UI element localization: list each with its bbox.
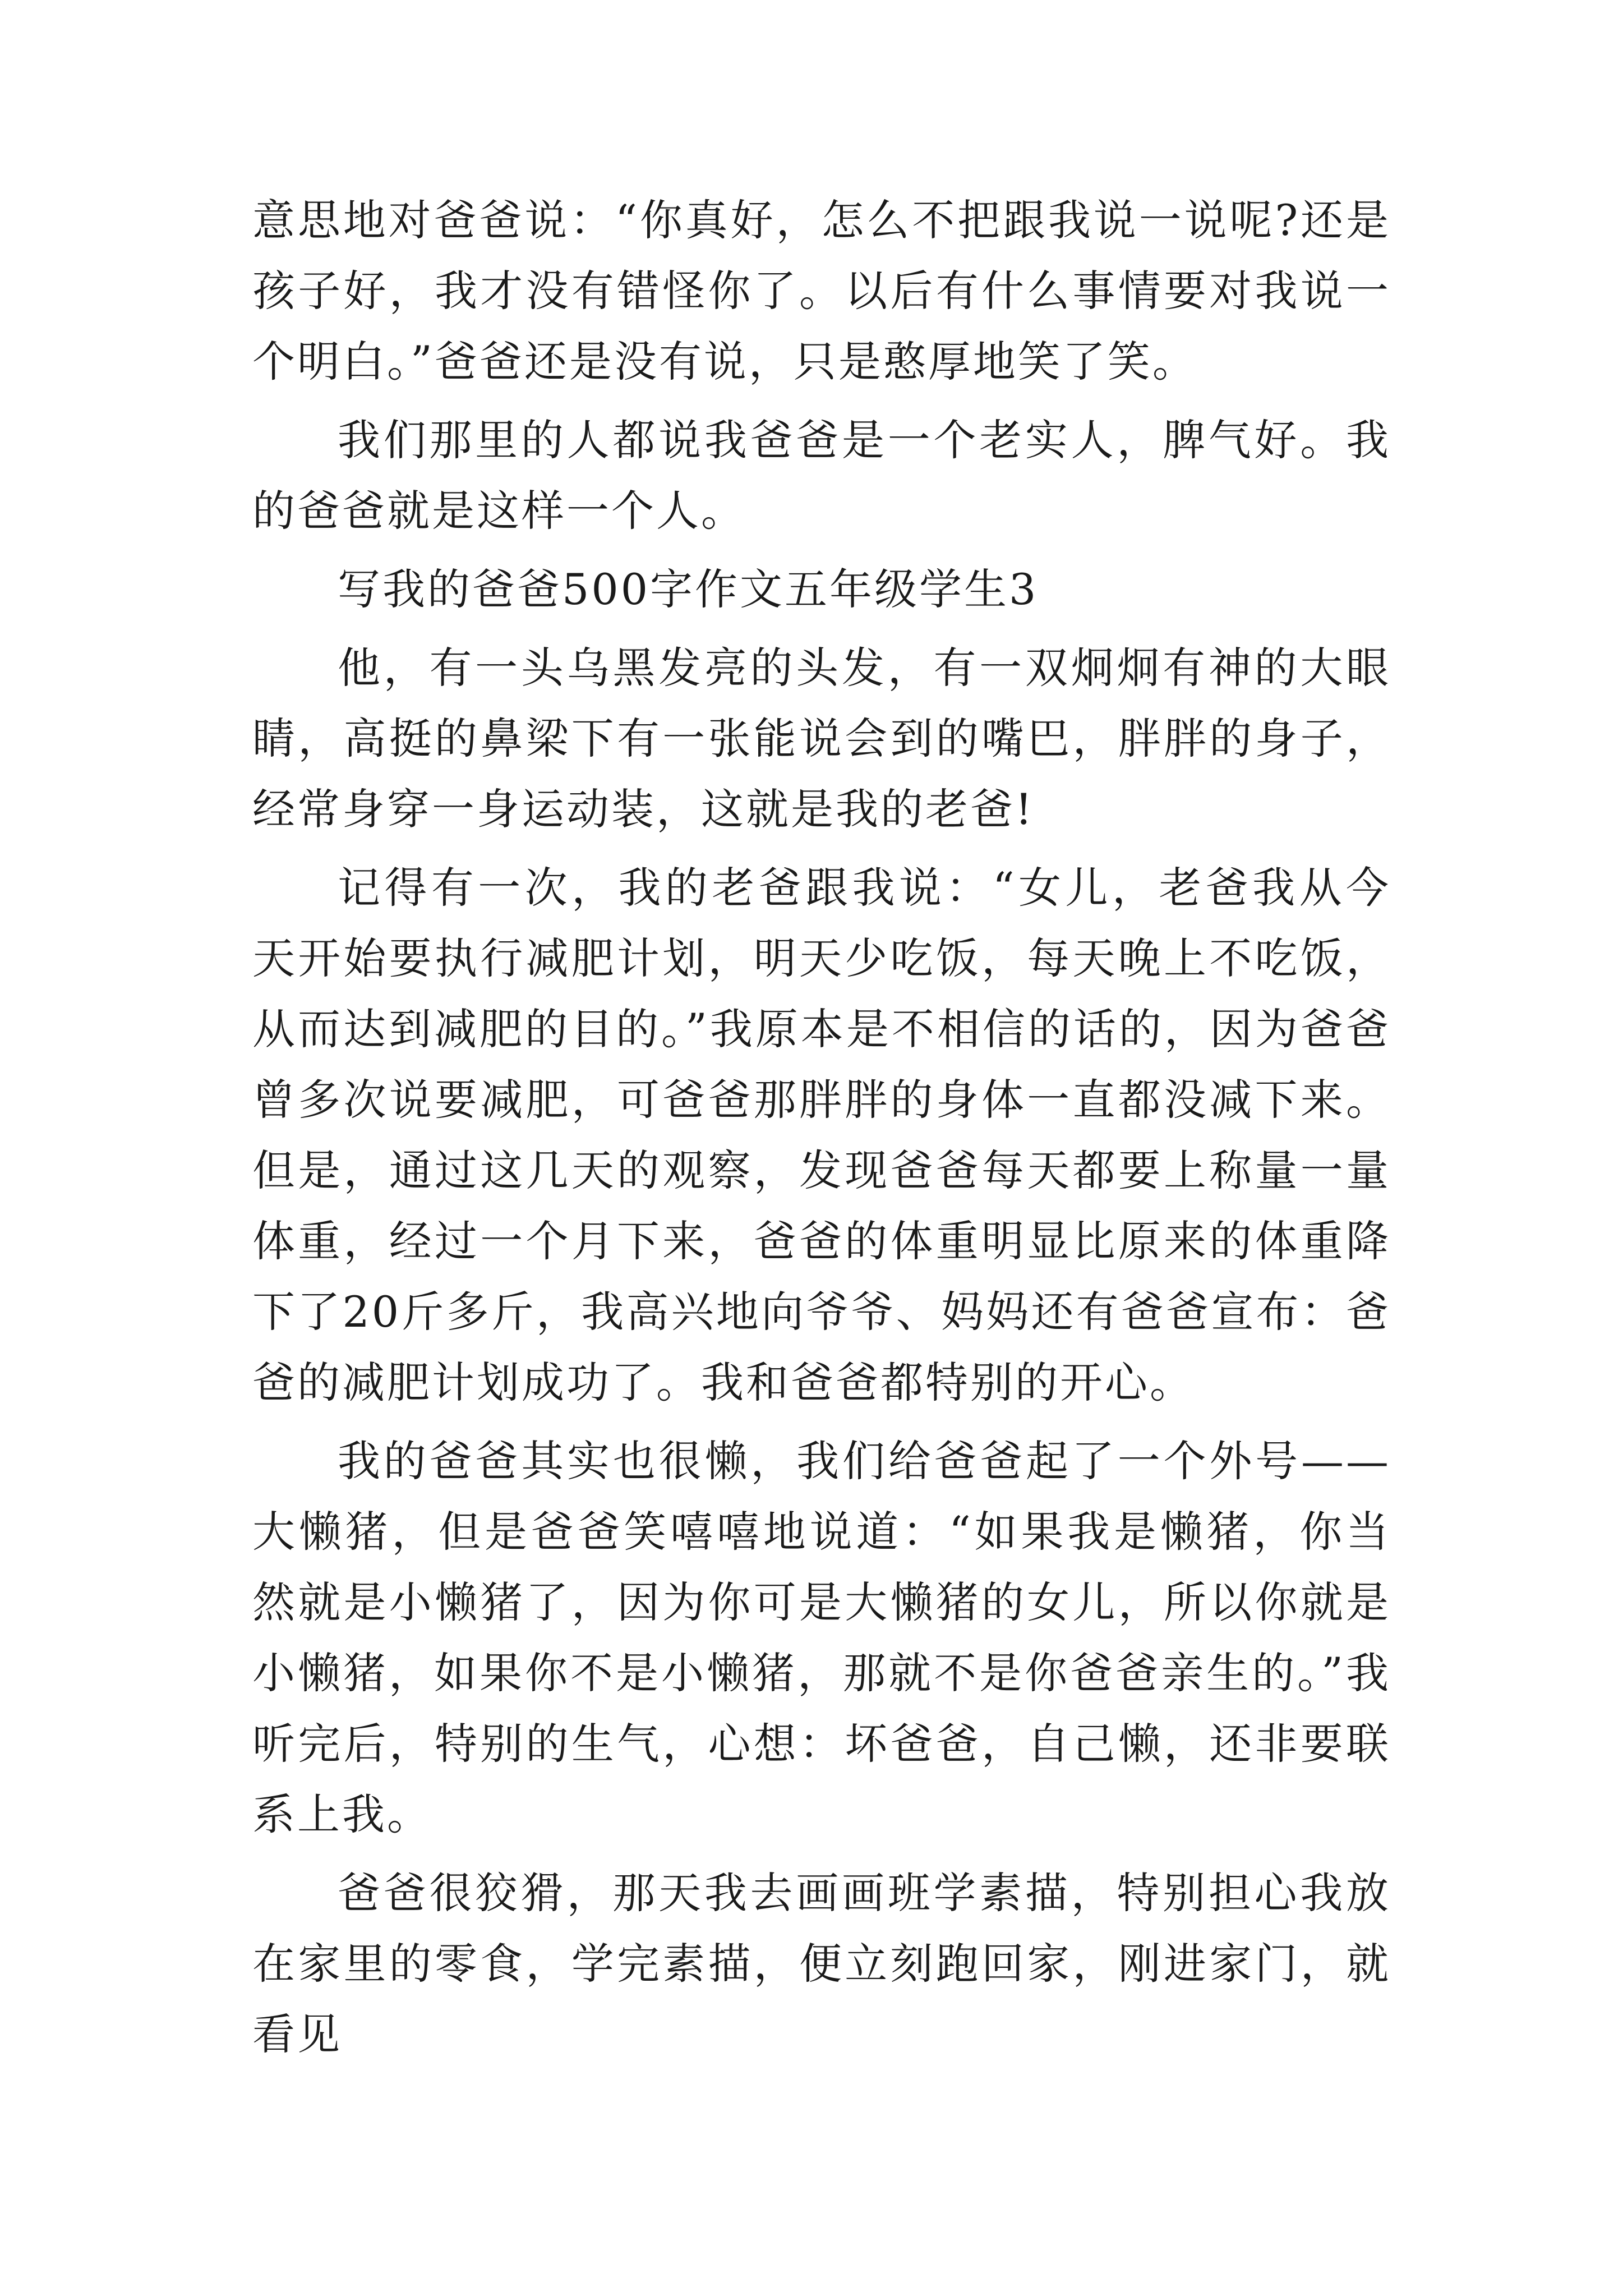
document-body (252, 185, 1391, 2070)
paragraph-4: 记得有一次，我的老爸跟我说：“女儿，老爸我从今天开始要执行减肥计划，明天少吃饭，每天晚上不吃饭，从而达到减肥的目的。”我原本是不相信的话的，因为爸爸曾多次说要减肥，可爸爸那胖胖的身体一直都没减下来。但是，通过这几天的观察，发现爸爸每天都要上称量一量体重，经过一个月下来，爸爸的体重明显比原来的体重降下了20斤多斤，我高兴地向爷爷、妈妈还有爸爸宣布：爸爸的减肥计划成功了。我和爸爸都特别的开心。 (252, 863, 1391, 1407)
essay-heading: 写我的爸爸500字作文五年级学生3 (338, 564, 1039, 614)
paragraph-2: 我们那里的人都说我爸爸是一个老实人，脾气好。我的爸爸就是这样一个人。 (252, 415, 1391, 536)
paragraph-1: 意思地对爸爸说：“你真好，怎么不把跟我说一说呢?还是孩子好，我才没有错怪你了。以后有什么事情要对我说一个明白。”爸爸还是没有说，只是憨厚地笑了笑。 (252, 195, 1391, 386)
paragraph-5: 我的爸爸其实也很懒，我们给爸爸起了一个外号——大懒猪，但是爸爸笑嘻嘻地说道：“如果我是懒猪，你当然就是小懒猪了，因为你可是大懒猪的女儿，所以你就是小懒猪，如果你不是小懒猪，那就不是你爸爸亲生的。”我听完后，特别的生气，心想：坏爸爸，自己懒，还非要联系上我。 (252, 1436, 1391, 1839)
paragraph-3: 他，有一头乌黑发亮的头发，有一双炯炯有神的大眼睛，高挺的鼻梁下有一张能说会到的嘴巴，胖胖的身子，经常身穿一身运动装，这就是我的老爸! (252, 643, 1391, 834)
paragraph-6: 爸爸很狡猾，那天我去画画班学素描，特别担心我放在家里的零食，学完素描，便立刻跑回家，刚进家门，就看见 (252, 1868, 1391, 2059)
